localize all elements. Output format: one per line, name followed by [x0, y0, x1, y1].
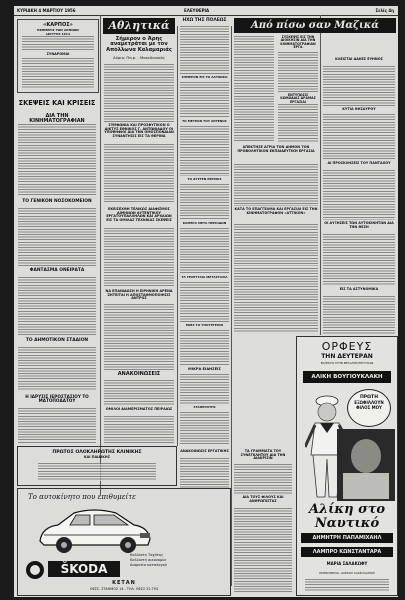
car-illustration [36, 505, 154, 555]
skoda-brand: ŠKODA [48, 561, 120, 577]
cinema-h1: ΣΥΣΚΕΨΙΣ ΕΙΣ ΤΗΝ ΔΙΟΙΚΗΣΙΝ ΔΙΑ ΤΗΝ ΚΙΝΗΜΑΤΟΓΡΑΦΙΑΝ ΕΡΓΑ [280, 35, 316, 50]
car-feature-2: Καλλίστη οικονομία [130, 558, 166, 562]
radio-h-e: ΤΑ ΤΕΛΕΥΤΑΙΑ ΜΕΤΑΣΤΑΣΙΑ [181, 275, 228, 279]
skoda-advertisement [17, 488, 231, 596]
cinema-h3: ΑΠΕΚΤΗΣΕ ΑΓΡΙΑ ΤΟΝ ΔΗΜΟΝ ΤΟΝ ΠΡΟΒΟΛΗΤΙΚΟΝ ΕΚΠΑΙΔΕΥΤΙΚΗ ΕΡΓΑΣΙΑ [237, 145, 315, 153]
sports-headline-4: ΝΑ ΕΠΑΝΙΔΩΣΗ Η ΕΙΡΗΝΙΚΗ ΑΡΕΝΑ ΖΗΤΕΙΤΑΙ Η ΑΠΟΣΤΑΘΜΟΠΟΙΗΣΙΣ ΑΝΤΡΟΣ [105, 289, 173, 301]
bottom-headline-1: ΤΑ ΓΡΑΜΜΑΤΑ ΤΟΥ ΣΥΝΕΓΚΛΗΤΟΥ ΔΙΑ ΤΗΝ ΔΙΑΚΡΙΣΙΝ [240, 449, 286, 461]
sports-lead-headline: Σήμερον ο Άρης αναμετράται με τον Απόλλωνα Καλαμαριάς [106, 36, 172, 53]
sports-lead-sub: Αύριο: Πειρ. - Μακεδονικός [113, 55, 165, 60]
fashion-headline: ΦΑΝΤΑΣΜΑ ΟΝΕΙΡΑΤΑ [29, 268, 85, 273]
clinic-notice-box [17, 446, 177, 486]
info-box [17, 19, 99, 93]
right-h5: ΕΙΣ ΤΑ ΑΣΤΥΝΟΜΙΚΑ [339, 287, 379, 291]
car-feature-1: Καλλίστη Ταχύτης [130, 553, 164, 557]
paper-name: ΕΛΕΥΘΕΡΙΑ [184, 8, 210, 13]
radio-h-f: ΕΝΕΣ ΤΟ ΥΠΟΥΡΓΕΙΟΝ [185, 323, 224, 327]
bubble-line-2: ΕΞΩΦΙΛΛΟΥΝ [354, 400, 384, 405]
film-advertisement [296, 336, 398, 596]
sports-headline-3: ΕΚΕΙΣΕΧΘΗ ΤΕΛΙΚΩΣ ΔΙΑΦΙΣΜΟΣ ΔΙΜΗΝΩΝ ΑΥΤΕΝΤΙΚΟΥ ΕΡΓΑΤΟΥΠΑΛΛΗΛΩΝ ΚΑΙ ΑΡΧΑΙΩΝ ΕΙΣ ΤΑ ΟΜΙΛΑΣ ΤΕΧΝΙΚΑΣ ΣΚΕΨΕΙΣ [106, 207, 172, 222]
right-h1: ΚΛΕΙΣΤΑΙ ΔΑΚΕΣ ΕΥΗΝΟΣ [335, 57, 383, 61]
right-h3: ΑΙ ΠΡΟΣΚΛΗΣΕΙΣ ΤΟΥ ΠΑΝΤΑΧΟΥ [327, 161, 391, 165]
radio-h-h: ΣΤΑΘΕΡΟΤΗΣ [193, 405, 216, 409]
film-still-photo [337, 429, 395, 501]
bottom-headline-3: ΑΝΑΚΟΙΝΩΣΙΣ ΕΡΓΑΤΙΚΗΣ [180, 449, 229, 453]
car-feature-3: Διαρκεία καταλογού [130, 563, 167, 567]
clinic-notice-sub: ΚΑΙ ΠΑΙΔΙΚΗΣ [83, 455, 111, 459]
film-ad-day: ΤΗΝ ΔΕΥΤΕΡΑΝ [321, 353, 373, 360]
cinema-h2: ΕΝΤΥΠΩΣΙΣ ΚΩΜΩΔΙΑΣ ΔΡΑΜΑΣ ΕΡΓΑΣΙΑΙ [280, 93, 316, 104]
bubble-line-3: ΦΙΛΟΣ ΜΟΥ [356, 405, 382, 410]
right-h4: ΟΙ ΑΥΞΗΣΕΙΣ ΤΩΝ ΑΥΤΟΚΙΝΗΤΩΝ ΔΙΑ ΤΗΝ ΘΕΣΗ [324, 221, 394, 229]
info-box-line-2: ΙΔΡΥΤΗΣ 1914 [46, 32, 70, 36]
info-box-title: «ΚΑΡΠΟΣ» [43, 22, 73, 28]
radio-head: ΗΧΩ ΤΗΣ ΠΟΛΕΩΣ [182, 18, 227, 23]
radio-h-g: ΜΙΚΡΑ ΕΙΔΗΣΕΙΣ [188, 367, 221, 371]
skoda-logo-icon [26, 561, 44, 579]
radio-h-b: ΤΟ ΜΕΤΡΟΝ ΤΟΥ ΑΡΡΕΝΟΣ [182, 119, 227, 123]
sports-banner: Αθλητικά [103, 18, 175, 34]
car-features [130, 553, 226, 568]
film-cast-2: ΛΑΜΠΡΟ ΚΩΝΣΤΑΝΤΑΡΑ [301, 547, 393, 557]
cinema-banner: Από πίσω σαν Μαζικά [234, 18, 396, 33]
newspaper-page [14, 6, 398, 597]
film-title: Αλίκη στο Ναυτικό [308, 502, 386, 531]
cinema-h4: ΚΑΤΑ ΤΟ ΕΠΑΓΓΕΛΜΑ ΚΑΙ ΕΡΓΑΣΙΑΙ ΕΙΣ ΤΗΝ ΚΙΝΗΜΑΤΟΓΡΑΦΟΝ «ΑΤΤΙΚΟΝ» [234, 207, 318, 215]
info-box-line-1: ΕΦΗΜΕΡΙΣ ΤΩΝ ΑΘΗΝΩΝ [37, 28, 79, 32]
film-director: ΣΚΗΝΟΘΕΣΙΑ: ΑΛΕΚΟΣ ΣΑΚΕΛΛΑΡΙΟΣ [319, 571, 375, 575]
film-cast-3: ΜΑΡΙΑ ΣΑΛΑΚΩΦΥ [326, 561, 368, 566]
info-box-section: ΣΥΝΔΡΟΜΑΙ [46, 52, 70, 56]
foundation-headline: Η ΙΔΡΥΣΙΣ ΙΕΡΟΣΤΑΣΙΟΥ ΤΟ ΜΑΤΟΠΟΔΑΤΟΥ [25, 394, 89, 404]
car-ad-slogan: Το αυτοκίνητο που επιθυμείτε [28, 493, 136, 501]
main-headline: ΣΚΕΨΕΙΣ ΚΑΙ ΚΡΙΣΕΙΣ [18, 99, 96, 107]
right-h2: ΚΥΤΙΑ ΘΗΣΑΥΡΟΥ [342, 107, 376, 111]
car-dealer-address: ΘΕΣΣ. ΣΤΑΘΜΟΣ 14 - ΤΗΛ. ΘΕΣΣ 22.793 [89, 587, 159, 591]
page-number: Σελίς 4η [375, 8, 394, 13]
speech-bubble [347, 389, 391, 427]
stadium-headline: ΤΟ ΔΗΜΟΤΙΚΟΝ ΣΤΑΔΙΟΝ [25, 338, 89, 343]
main-subheadline: ΔΙΑ ΤΗΝ ΚΙΝΗΜΑΤΟΓΡΑΦΙΑΝ [29, 113, 85, 125]
bottom-headline-2: ΔΙΑ ΤΟΥΣ ΦΙΛΟΥΣ ΚΑΙ ΑΝΘΡΩΠΙΣΤΑΣ [242, 495, 284, 503]
radio-h-c: ΤΟ ΔΥΣΤΕΝ ΘΕΣΜΟΣ [187, 177, 222, 181]
hospital-headline: ΤΟ ΓΕΝΙΚΟΝ ΝΟΣΟΚΟΜΕΙΟΝ [22, 199, 92, 204]
sports-headline-6: ΟΜΙΛΟΙ ΔΙΑΜΕΡΙΣΜΑΤΟΣ ΠΕΙΡΑΙΩΣ [105, 407, 173, 411]
sports-headline-2: ΣΥΜΦΩΝΙΑ ΚΑΙ ΠΡΟΣΦΥΓΙΚΟΝ Ο ΔΙΚΤΥΣ ΕΘΝΙΚΟΣ Γ. ΑΝΤΩΝΙΑΔΟΥ ΟΙ ΥΠΟΨΗΦΙΟΙ ΔΙΑ ΤΗΝ ΟΜΟΣΠΟΝΔΙΑΝ ΣΥΝΑΝΤΗΣΙΣ ΕΙΣ ΤΑ ΘΕΡΙΝΑ [104, 123, 174, 138]
cinema-name: ΟΡΦΕΥΣ [321, 340, 373, 353]
radio-h-a: ΣΗΜΕΡΟΝ ΕΙΣ ΤΟ ΛΑΤΙΝΙΚΟ [181, 75, 228, 79]
radio-h-d: ΚΑΜΕΡΑ ΜΕΤΑ ΠΕΡΙΟΔΩΝ [182, 221, 227, 225]
car-dealer: ΚΕΤΑΝ [112, 580, 136, 586]
film-ad-note: ΕΚΛΕΚΤΑΙ ΣΤΗΝ ΜΕΓΑΛΗΝ ΕΠΙΤΥΧΙΑΝ [320, 361, 374, 365]
clinic-notice-title: ΠΡΩΤΟΣ ΟΛΟΚΛΗΡΩΤΗΣ ΚΛΙΝΙΚΗΣ [52, 450, 142, 455]
date-line: ΚΥΡΙΑΚΗ 4 ΜΑΡΤΙΟΥ 1956 [17, 8, 76, 13]
film-ad-star: ΑΛΙΚΗ ΒΟΥΓΙΟΥΚΛΑΚΗ [303, 371, 391, 383]
bubble-line-1: ΠΡΩΤΗ [359, 395, 379, 400]
sports-announcements: ΑΝΑΚΟΙΝΩΣΕΙΣ [117, 371, 161, 377]
film-cast-1: ΔΗΜΗΤΡΗ ΠΑΠΑΜΙΧΑΗΛ [301, 533, 393, 543]
